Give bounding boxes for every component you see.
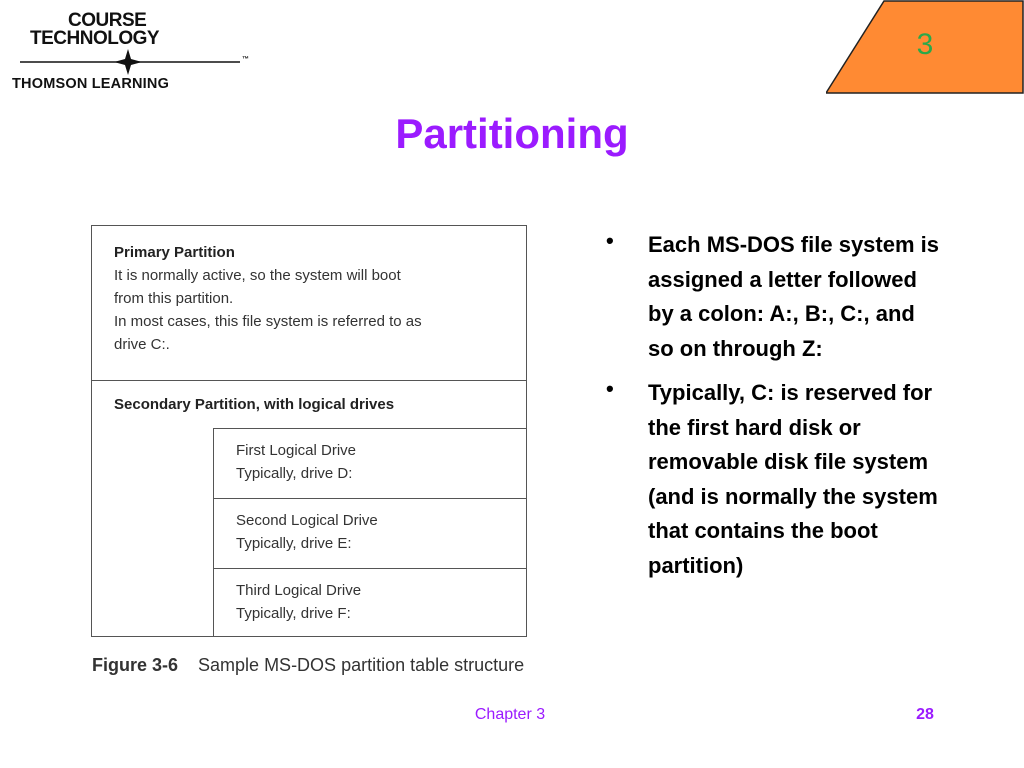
logical-drive-name: Third Logical Drive xyxy=(236,582,362,599)
figure-caption xyxy=(92,655,524,676)
primary-partition-line: from this partition. xyxy=(114,290,234,307)
figure-caption-number: Figure 3-6 xyxy=(92,655,179,675)
secondary-partition-label: Secondary Partition, with logical drives xyxy=(114,396,395,413)
logical-drive-detail: Typically, drive E: xyxy=(236,535,352,552)
partition-table-figure xyxy=(91,225,527,637)
footer-chapter-label: Chapter 3 xyxy=(474,706,546,723)
logical-drive-name: Second Logical Drive xyxy=(236,512,378,529)
footer-page-number: 28 xyxy=(916,706,934,723)
bullet-text: Each MS-DOS file system is assigned a letter followed by a colon: A:, B:, C:, and so on through Z: xyxy=(648,232,939,361)
logical-drive-detail: Typically, drive F: xyxy=(236,605,351,622)
primary-partition-line: drive C:. xyxy=(114,336,170,353)
logical-drive-name: First Logical Drive xyxy=(236,442,357,459)
logo-text-thomson-learning: THOMSON LEARNING xyxy=(12,76,170,92)
figure-caption-text: Sample MS-DOS partition table structure xyxy=(198,655,525,675)
primary-partition-box xyxy=(92,226,526,381)
primary-partition-line: In most cases, this file system is referred to as xyxy=(114,313,422,330)
logo-trademark: ™ xyxy=(242,56,249,63)
bullet-list xyxy=(606,228,946,593)
logo-star-icon xyxy=(16,48,244,76)
bullet-marker: • xyxy=(606,228,614,253)
bullet-marker: • xyxy=(606,376,614,401)
logo-text-technology: TECHNOLOGY xyxy=(30,28,160,49)
primary-partition-heading: Primary Partition xyxy=(114,244,235,261)
bullet-item xyxy=(606,376,946,583)
primary-partition-line: It is normally active, so the system will boot xyxy=(114,267,401,284)
logical-drive-box-first xyxy=(213,428,527,498)
bullet-item xyxy=(606,228,946,366)
logical-drive-box-second xyxy=(213,498,527,568)
publisher-logo xyxy=(8,8,248,96)
slide-title: Partitioning xyxy=(395,110,629,157)
logical-drive-detail: Typically, drive D: xyxy=(236,465,353,482)
chapter-badge-number: 3 xyxy=(916,28,934,61)
bullet-text: Typically, C: is reserved for the first hard disk or removable disk file system (and is normally the system that contains the boot partition) xyxy=(648,380,938,578)
logical-drive-box-third xyxy=(213,568,527,637)
logo-text-course: COURSE xyxy=(68,10,147,31)
